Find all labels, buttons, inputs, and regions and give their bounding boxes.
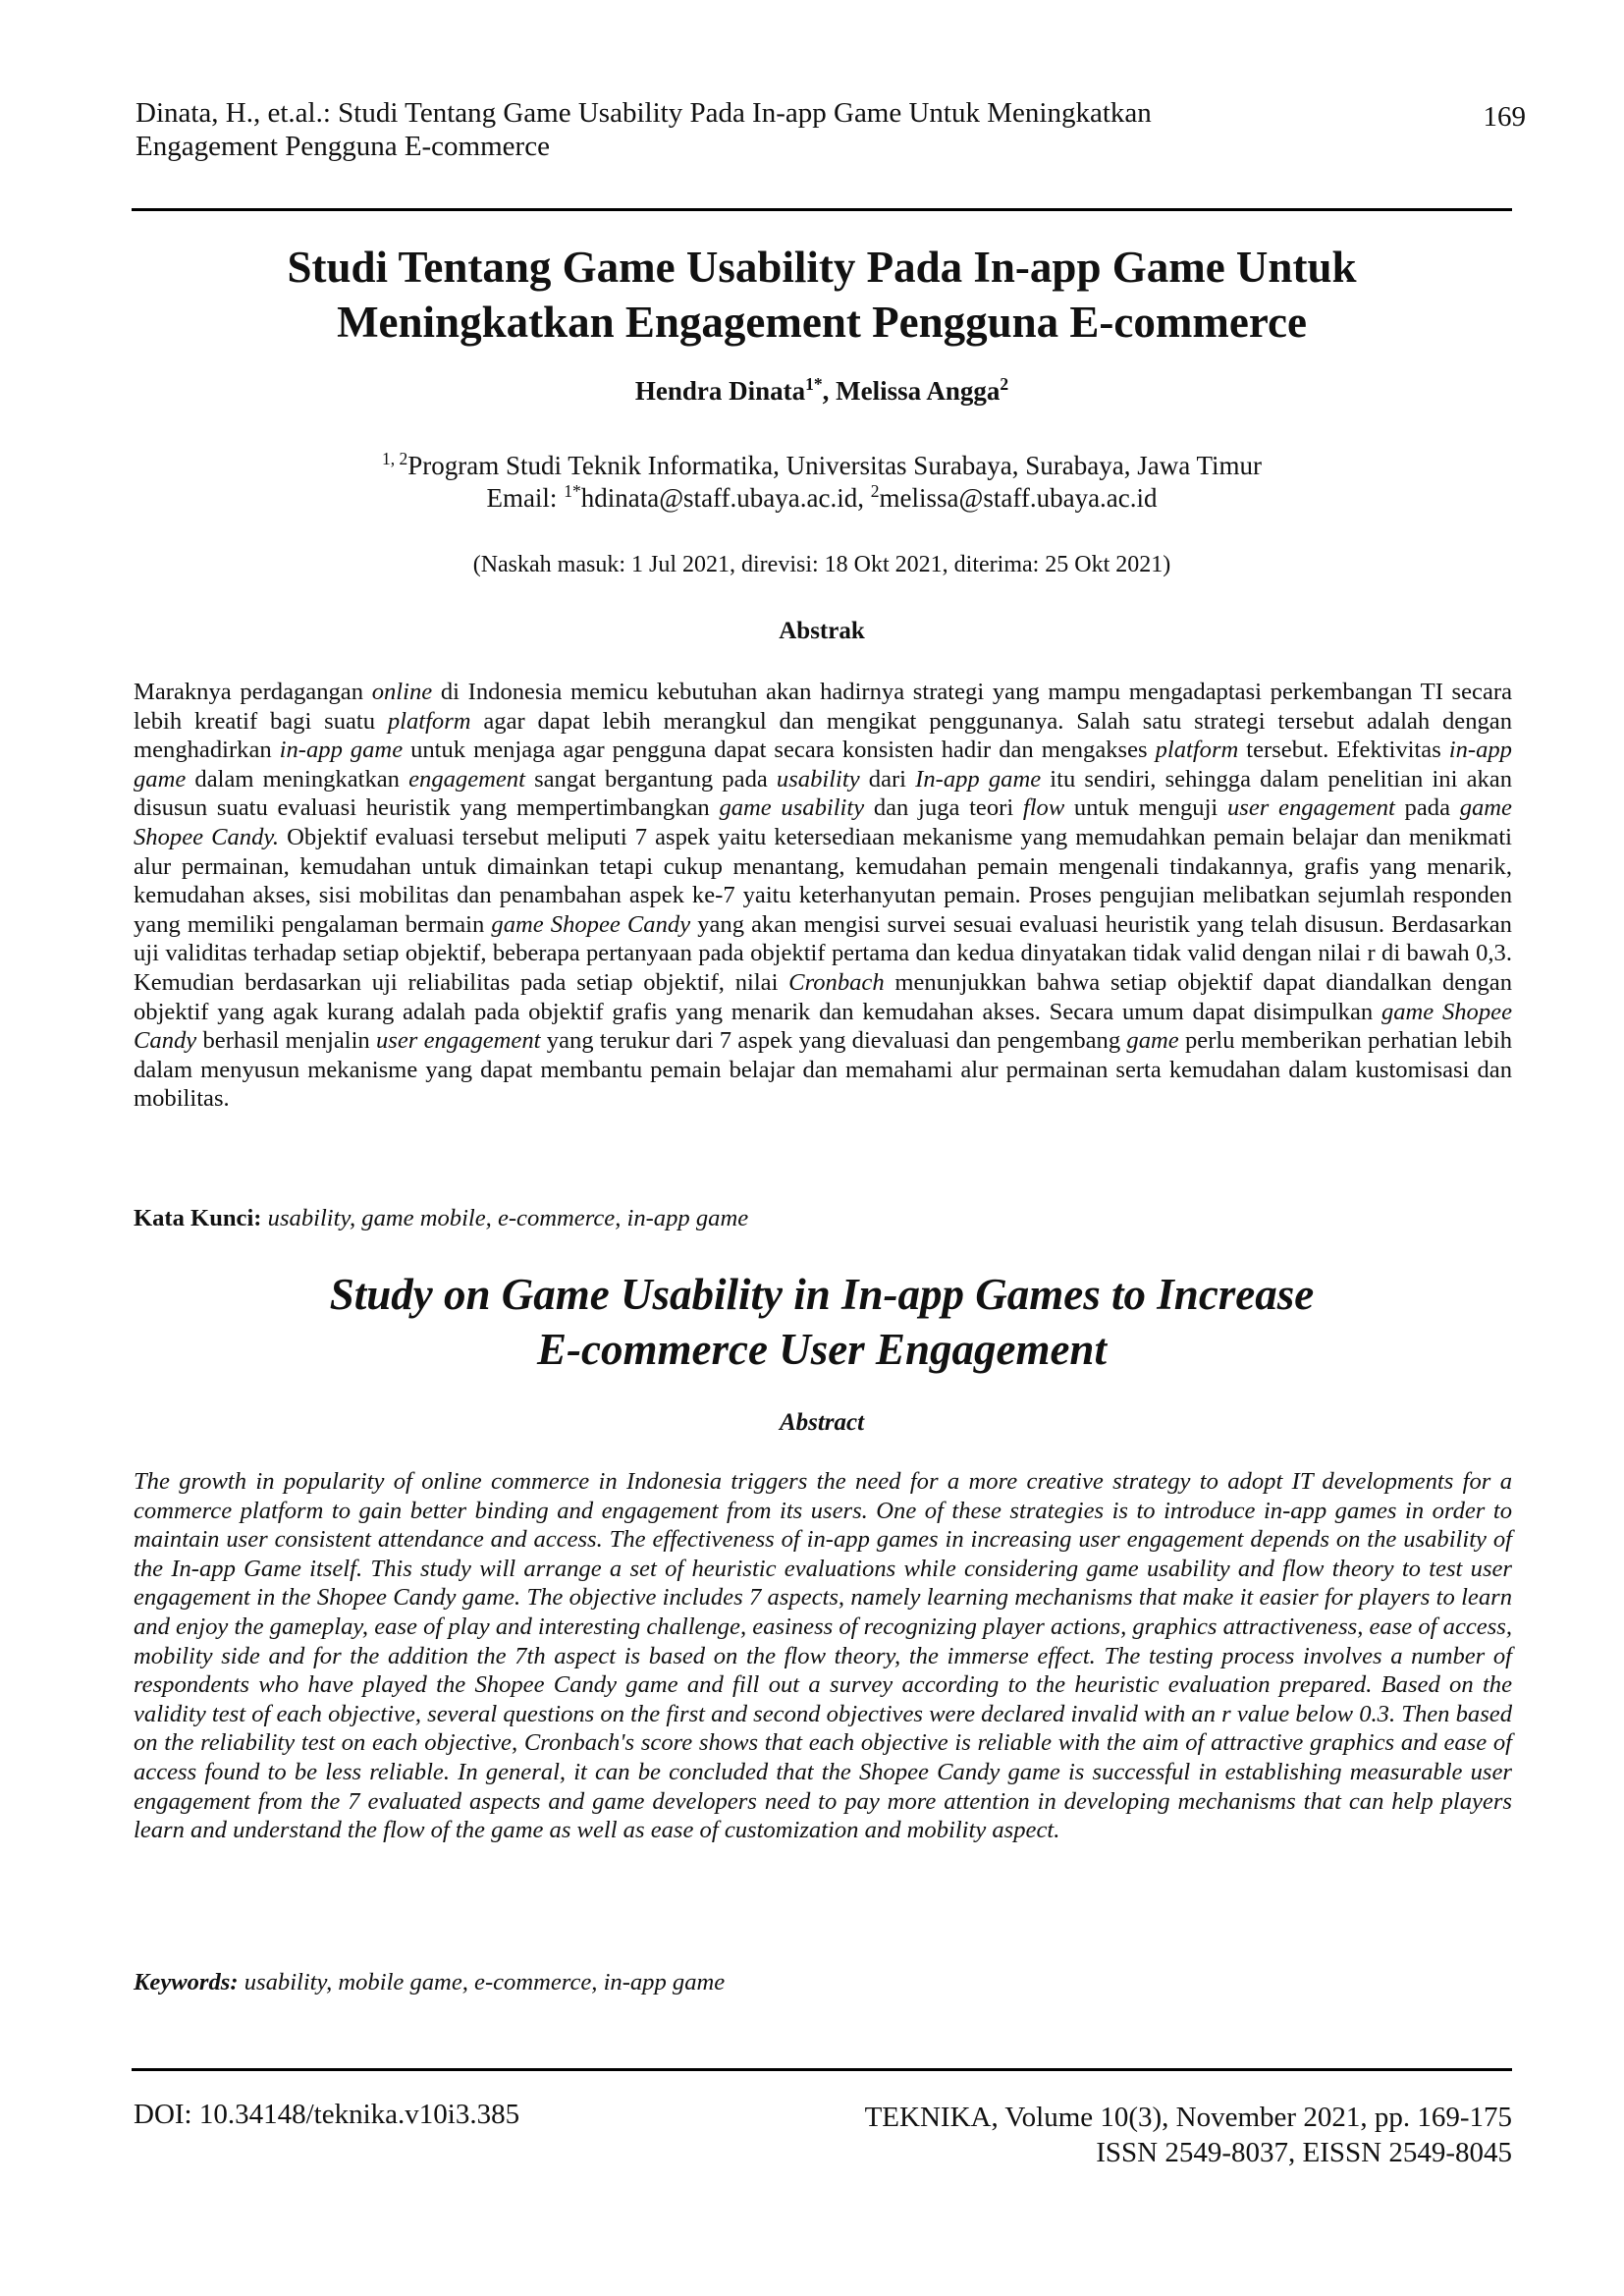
affiliation	[132, 450, 1512, 515]
abstrak-text: untuk menjaga agar pengguna dapat secara konsisten hadir dan mengakses	[403, 737, 1156, 764]
abstrak-text: menunjukkan bahwa setiap objektif dapat diandalkan dengan objektif yang agak kurang adalah pada objektif grafis yang menarik dan kemudahan akses. Secara umum dapat disimpulkan	[134, 968, 1512, 1025]
abstrak-heading: Abstrak	[779, 618, 865, 644]
abstrak-italic: user engagement	[1226, 794, 1395, 822]
page-number: 169	[1483, 101, 1526, 133]
affiliation-line	[132, 450, 1512, 482]
abstrak-text: dalam meningkatkan	[186, 765, 409, 793]
abstrak-text: agar dapat lebih merangkul dan mengikat penggunanya. Salah satu strategi tersebut adalah dengan menghadirkan	[134, 707, 1513, 764]
english-title-line2: E-commerce User Engagement	[537, 1325, 1107, 1374]
abstrak-text: berhasil menjalin	[196, 1027, 376, 1055]
abstrak-text: pada	[1394, 794, 1460, 822]
abstrak-italic: game	[1126, 1027, 1179, 1055]
email-address: melissa@staff.ubaya.ac.id	[879, 483, 1158, 513]
abstract-body: The growth in popularity of online commerce in Indonesia triggers the need for a more creative strategy to adopt IT developments for a commerce platform to gain better binding and engagement from its users. One of these strategies is to introduce in-app games in order to maintain user consistent attendance and access. The effectiveness of in-app games in increasing user engagement depends on the usability of the In-app Game itself. This study will arrange a set of heuristic evaluations while considering game usability and flow theory to test user engagement in the Shopee Candy game. The objective includes 7 aspects, namely learning mechanisms that make it easier for players to learn and enjoy the gameplay, ease of play and interesting challenge, easiness of recognizing player actions, graphics attractiveness, ease of access, mobility side and for the addition the 7th aspect is based on the flow theory, the immerse effect. The testing process involves a number of respondents who have played the Shopee Candy game and fill out a survey according to the heuristic evaluation prepared. Based on the validity test of each objective, several questions on the first and second objectives were declared invalid with an r value below 0.3. Then based on the reliability test on each objective, Cronbach's score shows that each objective is reliable with the aim of attractive graphics and ease of access found to be less reliable. In general, it can be concluded that the Shopee Candy game is successful in establishing measurable user engagement from the 7 evaluated aspects and game developers need to pay more attention in developing mechanisms that can help players learn and understand the flow of the game as well as ease of customization and mobility aspect.	[134, 1468, 1512, 1844]
email-line	[132, 482, 1512, 515]
english-title-line1: Study on Game Usability in In-app Games to Increase	[329, 1270, 1315, 1319]
header-rule	[132, 208, 1512, 211]
abstrak-italic: platform	[387, 707, 471, 735]
abstrak-text: Maraknya perdagangan	[134, 679, 372, 705]
abstrak-italic: flow	[1022, 794, 1065, 822]
running-header-line1: Dinata, H., et.al.: Studi Tentang Game Usability Pada In-app Game Untuk Meningkatkan	[135, 97, 1152, 129]
author-affiliation-mark: 2	[1000, 374, 1009, 394]
running-header-line2: Engagement Pengguna E-commerce	[135, 131, 550, 162]
abstrak-text: yang terukur dari 7 aspek yang dievaluasi dan pengembang	[540, 1027, 1127, 1055]
keywords	[134, 1968, 1512, 1997]
abstrak-italic: game Shopee Candy	[491, 910, 691, 938]
abstrak-italic: platform	[1155, 737, 1239, 764]
english-title	[132, 1267, 1512, 1377]
email-label: Email:	[486, 483, 565, 513]
abstrak-text: di Indonesia memicu kebutuhan akan hadirnya strategi yang mampu mengadaptasi perkembangan TI secara lebih kreatif bagi suatu	[134, 679, 1512, 735]
author-separator: ,	[822, 376, 837, 406]
abstrak-text: itu sendiri, sehingga dalam penelitian ini akan disusun suatu evaluasi heuristik yang mempertimbangkan	[134, 765, 1512, 822]
kata-kunci-values: usability, game mobile, e-commerce, in-app game	[261, 1205, 749, 1231]
kata-kunci	[134, 1204, 1512, 1233]
abstrak-body	[134, 678, 1512, 1114]
paper-title-line1: Studi Tentang Game Usability Pada In-app Game Untuk	[287, 243, 1357, 292]
abstrak-italic: online	[371, 679, 433, 705]
affiliation-text: Program Studi Teknik Informatika, Universitas Surabaya, Surabaya, Jawa Timur	[407, 451, 1263, 480]
abstrak-text: Objektif evaluasi tersebut meliputi 7 aspek yaitu ketersediaan mekanisme yang memudahkan pemain belajar dan menikmati alur permainan, kemudahan untuk dimainkan tetapi cukup menantang, kemudahan pemain mengenali tindakannya, grafis yang menarik, kemudahan akses, sisi mobilitas dan penambahan aspek ke-7 yaitu keterhanyutan pemain. Proses pengujian melibatkan sejumlah responden yang memiliki pengalaman bermain	[134, 823, 1512, 938]
paper-title-line2: Meningkatkan Engagement Pengguna E-commerce	[337, 298, 1307, 347]
abstrak-text: untuk menguji	[1064, 794, 1227, 822]
abstrak-text: perlu memberikan perhatian lebih dalam menyusun mekanisme yang dapat membantu pemain belajar dan memahami alur permainan serta kemudahan dalam kustomisasi dan mobilitas.	[134, 1027, 1512, 1113]
abstrak-italic: In-app game	[915, 765, 1042, 793]
abstrak-italic: user engagement	[376, 1027, 541, 1055]
keywords-values: usability, mobile game, e-commerce, in-app game	[238, 1969, 726, 1995]
doi: DOI: 10.34148/teknika.v10i3.385	[134, 2099, 520, 2130]
affiliation-mark: 1, 2	[381, 449, 408, 468]
abstrak-italic: game Shopee Candy.	[134, 794, 1512, 850]
abstrak-italic: engagement	[408, 765, 525, 793]
issn: ISSN 2549-8037, EISSN 2549-8045	[1096, 2137, 1512, 2168]
email-address: hdinata@staff.ubaya.ac.id,	[580, 483, 871, 513]
abstrak-text: tersebut. Efektivitas	[1238, 737, 1449, 764]
abstrak-text: dari	[859, 765, 916, 793]
abstrak-italic: usability	[776, 765, 860, 793]
keywords-label: Keywords:	[134, 1969, 239, 1995]
abstrak-italic: game usability	[719, 794, 865, 822]
running-header	[135, 96, 1353, 163]
abstract-heading: Abstract	[779, 1409, 865, 1436]
abstrak-italic: game Shopee Candy	[134, 998, 1512, 1055]
paper-title	[132, 240, 1512, 350]
kata-kunci-label: Kata Kunci:	[134, 1205, 262, 1231]
author-affiliation-mark: 1*	[805, 374, 823, 394]
abstrak-text: yang akan mengisi survei sesuai evaluasi heuristik yang telah disusun. Berdasarkan uji validitas terhadap setiap objektif, beberapa pertanyaan pada objektif pertama dan kedua dinyatakan tidak valid dengan nilai r di bawah 0,3. Kemudian berdasarkan uji reliabilitas pada setiap objektif, nilai	[134, 910, 1512, 996]
abstrak-text: sangat bergantung pada	[524, 765, 777, 793]
journal-info	[865, 2100, 1512, 2170]
author-name: Melissa Angga	[836, 376, 1001, 406]
submission-dates: (Naskah masuk: 1 Jul 2021, direvisi: 18 Okt 2021, diterima: 25 Okt 2021)	[472, 552, 1171, 577]
email-mark: 1*	[564, 481, 581, 501]
abstrak-text: dan juga teori	[864, 794, 1023, 822]
email-mark: 2	[870, 481, 880, 501]
author-list	[132, 375, 1512, 407]
abstrak-italic: in-app game	[279, 737, 404, 764]
abstrak-italic: in-app game	[134, 737, 1512, 793]
footer-rule	[132, 2068, 1512, 2071]
journal-citation: TEKNIKA, Volume 10(3), November 2021, pp. 169-175	[864, 2102, 1512, 2133]
author-name: Hendra Dinata	[634, 376, 806, 406]
abstrak-italic: Cronbach	[788, 968, 885, 996]
